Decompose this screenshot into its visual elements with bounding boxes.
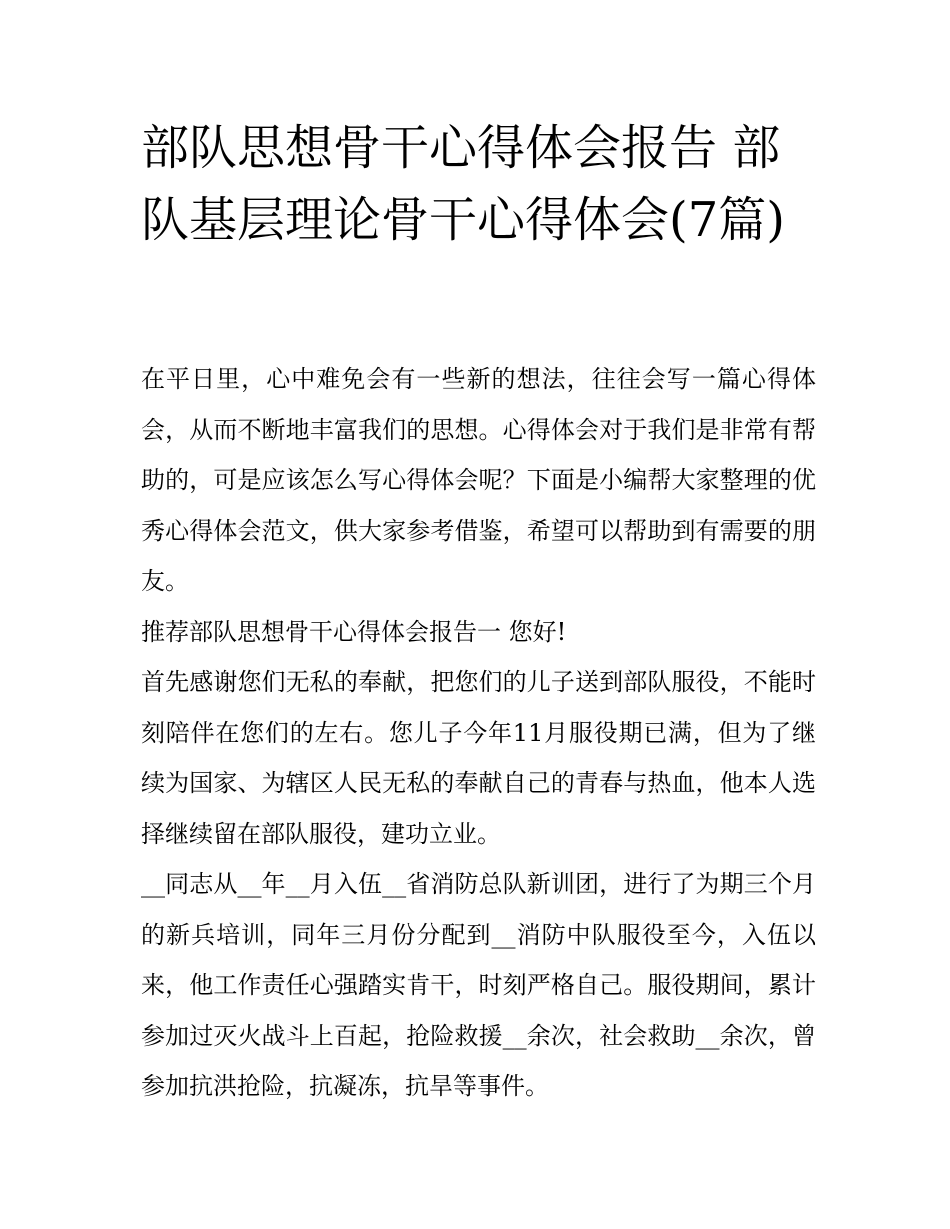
section-heading-paragraph: 推荐部队思想骨干心得体会报告一 您好! xyxy=(141,617,567,646)
intro-paragraph: 在平日里，心中难免会有一些新的想法，往往会写一篇心得体会，从而不断地丰富我们的思想。心得体会对于我们是非常有帮助的，可是应该怎么写心得体会呢？下面是小编帮大家整理的优秀心得体会范文，供大家参考借鉴，希望可以帮助到有需要的朋友。 xyxy=(141,365,816,595)
body-paragraph: 首先感谢您们无私的奉献，把您们的儿子送到部队服役，不能时刻陪伴在您们的左右。您儿子今年11月服役期已满，但为了继续为国家、为辖区人民无私的奉献自己的青春与热血，他本人选择继续留在部队服役，建功立业。 xyxy=(141,668,816,848)
document-body xyxy=(141,354,816,1112)
body-paragraph: __同志从__年__月入伍__省消防总队新训团，进行了为期三个月的新兵培训，同年三月份分配到__消防中队服役至今，入伍以来，他工作责任心强踏实肯干，时刻严格自己。服役期间，累计参加过灭火战斗上百起，抢险救援__余次，社会救助__余次，曾参加抗洪抢险，抗凝冻，抗旱等事件。 xyxy=(141,870,816,1100)
document-title: 部队思想骨干心得体会报告 部队基层理论骨干心得体会(7篇) xyxy=(141,120,785,248)
